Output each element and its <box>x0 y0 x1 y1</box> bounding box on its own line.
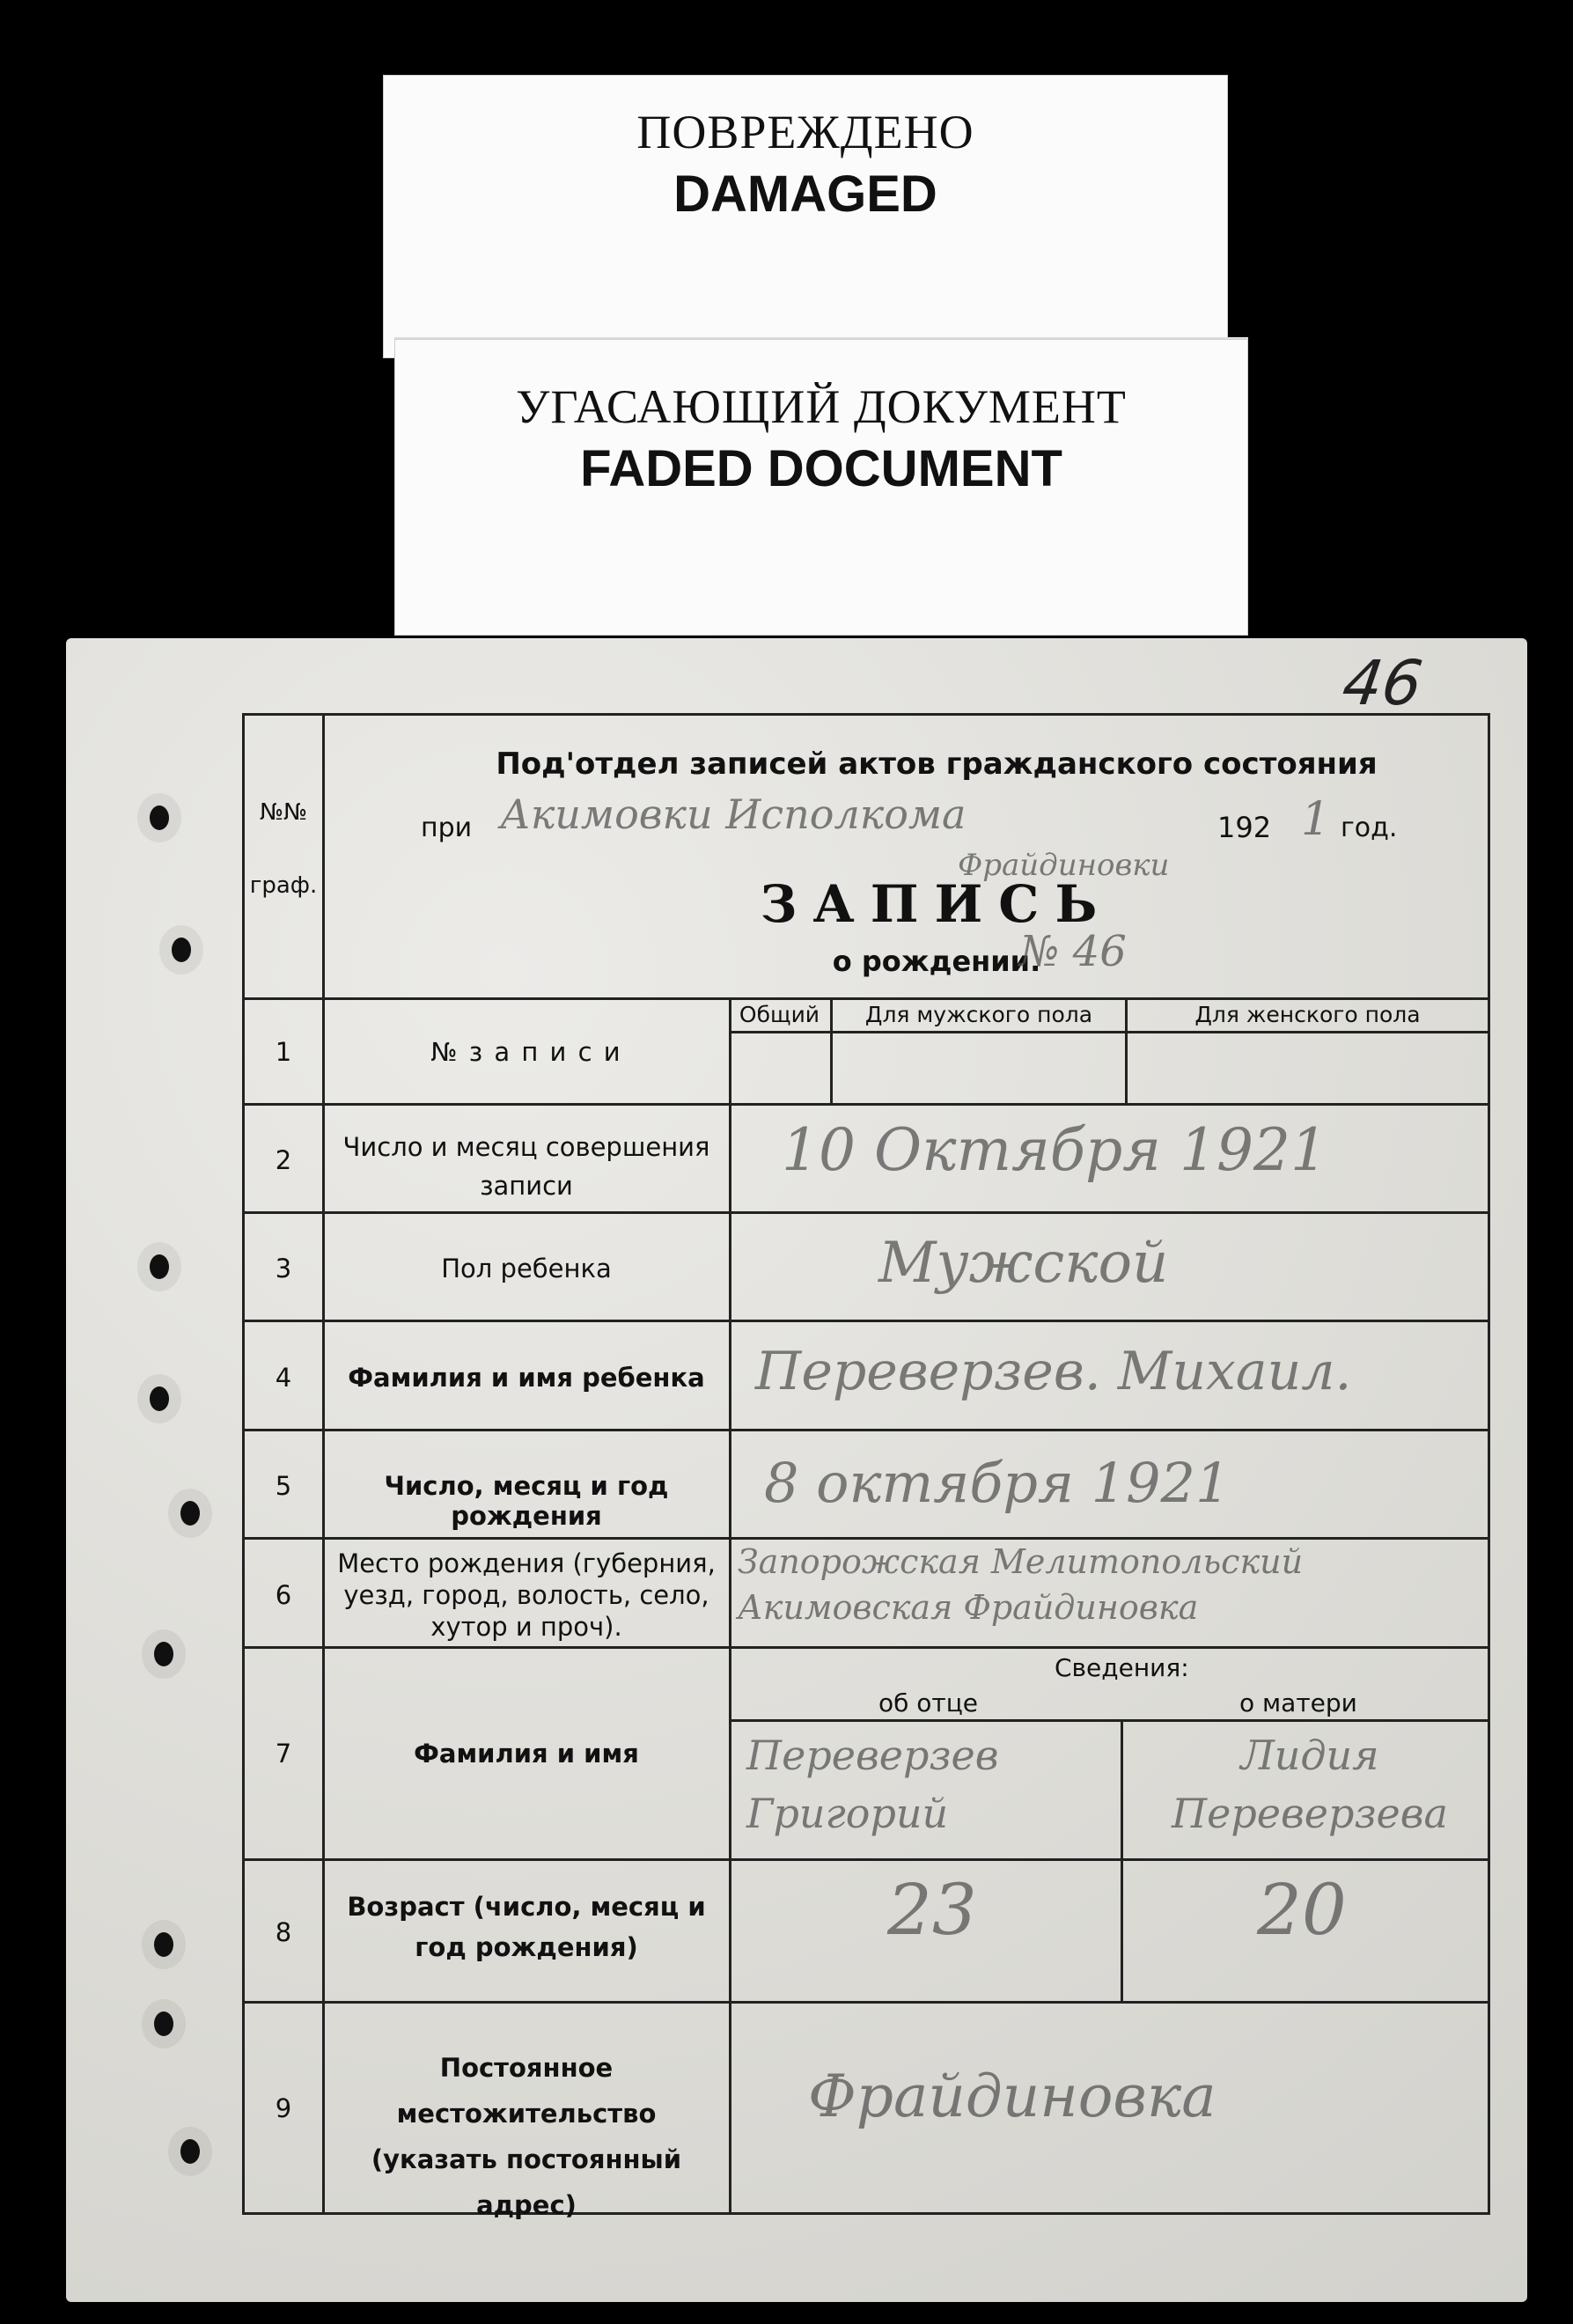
divider <box>1121 1719 1123 2001</box>
mother-age-value: 20 <box>1257 1869 1347 1951</box>
subheader-general: Общий <box>739 1002 820 1027</box>
damaged-sticker <box>383 75 1228 358</box>
divider <box>245 1320 1488 1322</box>
row-number: 1 <box>275 1037 292 1067</box>
punch-hole <box>154 1932 173 1957</box>
year-digit: 1 <box>1301 793 1331 846</box>
punch-hole <box>180 1501 200 1526</box>
residence-value: Фрайдиновка <box>808 2063 1217 2130</box>
row-label: Пол ребенка <box>441 1254 612 1283</box>
row-number: 4 <box>275 1363 292 1393</box>
divider <box>245 2001 1488 2004</box>
form-title: Под'отдел записей актов гражданского состояния <box>496 746 1378 782</box>
record-number-handwritten: № 46 <box>1019 927 1127 976</box>
punch-hole <box>180 2139 200 2164</box>
row-label: Число и месяц совершения записи <box>342 1132 710 1201</box>
row-label: Возраст (число, месяц и год рождения) <box>347 1892 706 1962</box>
divider <box>729 997 731 2212</box>
father-age-value: 23 <box>887 1869 977 1951</box>
mother-name-value: Лидия Переверзева <box>1172 1732 1448 1837</box>
divider <box>245 997 1488 1000</box>
birth-date-value: 8 октября 1921 <box>764 1451 1231 1515</box>
divider <box>729 1031 1488 1033</box>
divider <box>245 1103 1488 1106</box>
father-name-value: Переверзев Григорий <box>746 1732 999 1837</box>
year-suffix: год. <box>1341 813 1398 843</box>
row-number: 7 <box>275 1739 292 1769</box>
row-number: 9 <box>275 2093 292 2123</box>
faded-ru-text: УГАСАЮЩИЙ ДОКУМЕНТ <box>516 380 1127 433</box>
divider <box>245 1429 1488 1431</box>
subheader-male: Для мужского пола <box>864 1002 1093 1027</box>
divider <box>322 716 325 2212</box>
faded-sticker <box>394 339 1248 636</box>
punch-hole <box>150 805 169 830</box>
svedeniya-label: Сведения: <box>1055 1653 1189 1682</box>
punch-hole <box>154 1642 173 1666</box>
child-name-value: Переверзев. Михаил. <box>755 1341 1352 1402</box>
divider <box>729 1719 1488 1722</box>
row-label: Число, месяц и год рождения <box>384 1471 669 1531</box>
punch-hole <box>150 1386 169 1411</box>
birth-record-form <box>242 713 1490 2220</box>
pri-handwritten: Акимовки Исполкома <box>500 791 967 838</box>
record-date-value: 10 Октября 1921 <box>782 1116 1327 1184</box>
row-label: Фамилия и имя <box>414 1739 639 1769</box>
mother-header: о матери <box>1239 1688 1357 1717</box>
col-header-numbers: №№ <box>259 799 308 826</box>
col-header-graf: граф. <box>249 872 318 899</box>
record-subtitle: о рождении. <box>832 945 1041 978</box>
row-number: 5 <box>275 1471 292 1501</box>
row-number: 2 <box>275 1145 292 1175</box>
folio-number: 46 <box>1338 647 1427 719</box>
faded-en-text: FADED DOCUMENT <box>580 440 1062 497</box>
row-label: Место рождения (губерния, уезд, город, волость, село, хутор и проч). <box>337 1548 716 1642</box>
row-label: Фамилия и имя ребенка <box>348 1363 705 1393</box>
row-number: 3 <box>275 1254 292 1283</box>
punch-hole <box>172 938 191 962</box>
damaged-en-text: DAMAGED <box>673 165 937 223</box>
divider <box>245 1211 1488 1214</box>
punch-hole <box>154 2011 173 2036</box>
row-number: 6 <box>275 1580 292 1610</box>
pri-handwritten-2: Фрайдиновки <box>958 848 1170 883</box>
row-label: Постоянное местожительство (указать постоянный адрес) <box>371 2053 682 2220</box>
row-number: 8 <box>275 1917 292 1947</box>
damaged-ru-text: ПОВРЕЖДЕНО <box>636 106 974 158</box>
divider <box>245 1858 1488 1861</box>
year-prefix: 192 <box>1217 811 1272 844</box>
row-label: № з а п и с и <box>430 1037 622 1067</box>
pri-label: при <box>421 813 473 843</box>
punch-hole <box>150 1254 169 1279</box>
father-header: об отце <box>878 1688 979 1717</box>
document-sheet <box>66 638 1527 2302</box>
record-title: ЗАПИСЬ <box>760 874 1114 934</box>
birth-place-value: Запорожская Мелитопольский Акимовская Фрайдиновка <box>738 1542 1304 1627</box>
divider <box>245 1646 1488 1649</box>
sex-value: Мужской <box>878 1231 1169 1296</box>
subheader-female: Для женского пола <box>1194 1002 1421 1027</box>
